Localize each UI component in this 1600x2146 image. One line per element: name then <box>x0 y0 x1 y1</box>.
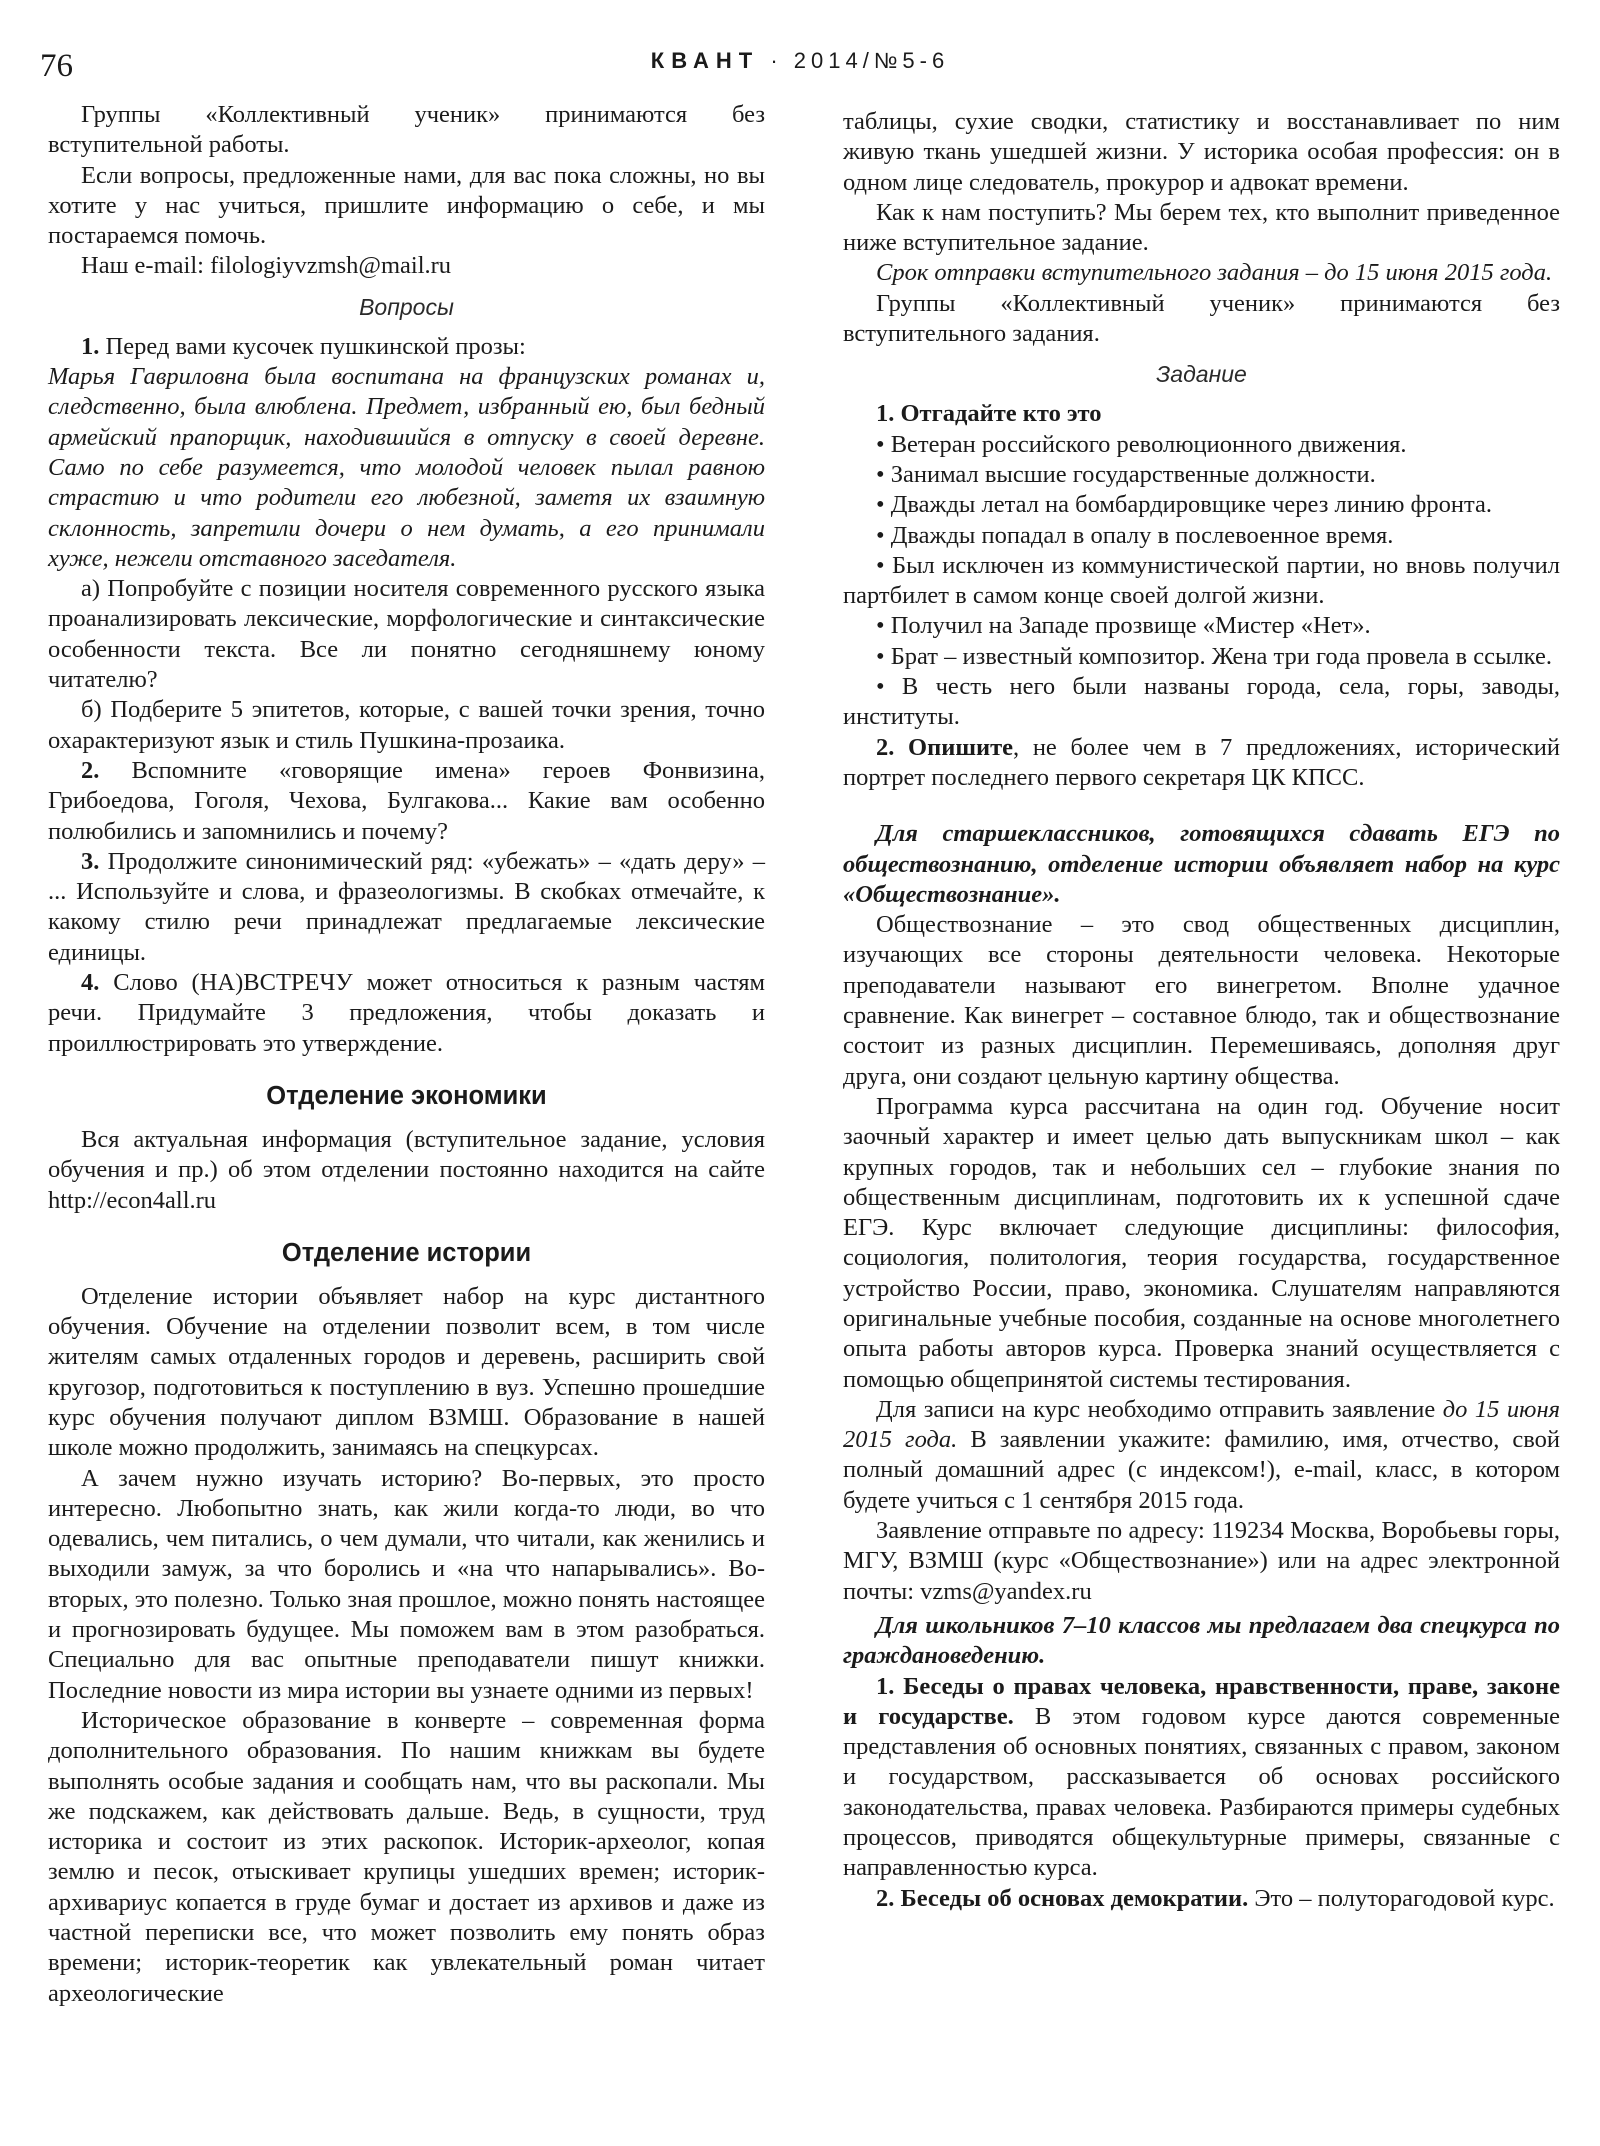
task-1-title: 1. Отгадайте кто это <box>876 400 1102 428</box>
paragraph: Обществознание – это свод общественных дисциплин, изучающих все стороны деятельности человека. Некоторые преподаватели называют его винегретом. Вполне удачное сравнение. Как винегрет – составное блюдо, так и обществознание состоит из разных дисциплин. Перемешиваясь, дополняя друг друга, они создают цельную картину общества. <box>843 911 1560 1090</box>
paragraph: Отделение истории объявляет набор на курс дистантного обучения. Обучение на отделении позволит всем, в том числе жителям самых отдаленных городов и деревень, расширить свой кругозор, подготовиться к поступлению в вуз. Успешно прошедшие курс обучения получают диплом ВЗМШ. Образование в нашей школе можно продолжить, занимаясь на спецкурсах. <box>48 1282 765 1462</box>
paragraph: Если вопросы, предложенные нами, для вас пока сложны, но вы хотите у нас учиться, пришлите информацию о себе, и мы постараемся помочь. <box>48 161 765 250</box>
course-title: 1. Беседы о правах человека, нравственности, праве, законе и государстве. <box>843 1672 1560 1730</box>
economics-heading: Отделение экономики <box>266 1081 547 1110</box>
promo-heading-social-studies: Для старшеклассников, готовящихся сдавать ЕГЭ по обществознанию, отделение истории объявляет набор на курс «Обществознание». <box>843 820 1560 908</box>
paragraph: Как к нам поступить? Мы берем тех, кто выполнит приведенное ниже вступительное задание. <box>843 198 1560 257</box>
questions-heading: Вопросы <box>359 293 454 320</box>
clue-item: • Занимал высшие государственные должности. <box>843 460 1560 490</box>
course-text: В этом годовом курсе даются современные представления об основных понятиях, связанных с правом, законом и государством, рассказывается об основах российского законодательства, правах человека. Разбираются примеры судебных процессов, приводятся общекультурные примеры, связанные с направленностью курса. <box>843 1702 1560 1882</box>
issue-label: · 2014/№5-6 <box>770 48 950 73</box>
task-2-label: 2. Опишите <box>876 733 1014 761</box>
paragraph: таблицы, сухие сводки, статистику и восстанавливает по ним живую ткань ушедшей жизни. У историка особая профессия: он в одном лице следователь, прокурор и адвокат времени. <box>843 108 1560 196</box>
question-text: Вспомните «говорящие имена» героев Фонвизина, Грибоедова, Гоголя, Чехова, Булгакова... Какие вам особенно полюбились и запомнились и почему? <box>48 756 765 845</box>
question-number: 2. <box>81 756 100 784</box>
clue-item: • Дважды летал на бомбардировщике через линию фронта. <box>843 490 1560 520</box>
pushkin-quote: Марья Гавриловна была воспитана на французских романах и, следственно, была влюблена. Предмет, избранный ею, был бедный армейский прапорщик, находившийся в отпуску в своей деревне. Само по себе разумеется, что молодой человек пылал равною страстию и что родители его любезной, заметя их взаимную склонность, запретили дочери о нем думать, а его принимали хуже, нежели отставного заседателя. <box>48 363 765 572</box>
running-head <box>0 48 1600 74</box>
course-title: 2. Беседы об основах демократии. <box>876 1884 1249 1912</box>
page-number: 76 <box>40 48 73 84</box>
course-text: Это – полуторагодовой курс. <box>1248 1884 1555 1912</box>
course-1 <box>843 1672 1560 1884</box>
task-heading: Задание <box>1156 361 1247 388</box>
enrollment-paragraph <box>843 1395 1560 1516</box>
question-number: 4. <box>81 969 100 997</box>
paragraph: Группы «Коллективный ученик» принимаются без вступительного задания. <box>843 289 1560 348</box>
question-text: Перед вами кусочек пушкинской прозы: <box>99 332 526 360</box>
history-heading: Отделение истории <box>281 1238 532 1267</box>
address-paragraph: Заявление отправьте по адресу: 119234 Москва, Воробьевы горы, МГУ, ВЗМШ (курс «Обществознание») или на адрес электронной почты: vzms@yandex.ru <box>843 1517 1560 1605</box>
question-1b: б) Подберите 5 эпитетов, которые, с вашей точки зрения, точно охарактеризуют язык и стиль Пушкина-прозаика. <box>48 696 765 754</box>
question-number: 1. <box>81 332 100 360</box>
paragraph: А зачем нужно изучать историю? Во-первых, это просто интересно. Любопытно знать, как жили когда-то люди, во что одевались, чем питались, о чем думали, что читали, как женились и выходили замуж, за что боролись и «на что напарывались». Во-вторых, это полезно. Только зная прошлое, можно понять настоящее и прогнозировать будущее. Мы поможем вам в этом разобраться. Специально для вас опытные преподаватели пишут книжки. Последние новости из мира истории вы узнаете одними из первых! <box>48 1464 765 1704</box>
question-1a: а) Попробуйте с позиции носителя современного русского языка проанализировать лексические, морфологические и синтаксические особенности текста. Все ли понятно сегодняшнему юному читателю? <box>48 575 765 694</box>
promo-heading-civics: Для школьников 7–10 классов мы предлагаем два спецкурса по граждановедению. <box>843 1611 1560 1670</box>
clue-item: • Был исключен из коммунистической партии, но вновь получил партбилет в самом конце своей долгой жизни. <box>843 551 1560 612</box>
magazine-title: КВАНТ <box>650 48 760 73</box>
question-3 <box>48 847 765 968</box>
question-2 <box>48 756 765 847</box>
deadline-span: до 15 июня 2015 года. <box>843 1395 1560 1454</box>
right-column <box>843 107 1560 1914</box>
paragraph: Программа курса рассчитана на один год. Обучение носит заочный характер и имеет целью дать выпускникам школ – как крупных городов, так и небольших сел – глубокие знания по общественным дисциплинам, подготовить их к успешной сдаче ЕГЭ. Курс включает следующие дисциплины: философия, социология, политология, теория государства, государственное устройство России, право, экономика. Слушателям направляются оригинальные учебные пособия, созданные на основе многолетнего опыта работы авторов курса. Проверка знаний осуществляется с помощью общепринятой системы тестирования. <box>843 1092 1560 1393</box>
email-line: Наш e-mail: filologiyvzmsh@mail.ru <box>81 252 452 280</box>
question-1 <box>48 332 765 362</box>
clue-item: • В честь него были названы города, села, горы, заводы, институты. <box>843 672 1560 733</box>
paragraph: Группы «Коллективный ученик» принимаются без вступительной работы. <box>48 101 765 159</box>
clue-item: • Дважды попадал в опалу в послевоенное время. <box>843 521 1560 551</box>
question-text: Слово (НА)ВСТРЕЧУ может относиться к разным частям речи. Придумайте 3 предложения, чтобы доказать и проиллюстрировать это утверждение. <box>48 969 765 1057</box>
clue-item: • Получил на Западе прозвище «Мистер «Нет». <box>843 611 1560 641</box>
question-4 <box>48 968 765 1059</box>
text-span: Для записи на курс необходимо отправить заявление <box>876 1395 1443 1423</box>
paragraph: Историческое образование в конверте – современная форма дополнительного образования. По нашим книжкам вы будете выполнять особые задания и сообщать нам, что вы раскопали. Мы же подскажем, как действовать дальше. Ведь, в сущности, труд историка и состоит из этих раскопок. Историк-археолог, копая землю и песок, отыскивает крупицы ушедших времен; историк-архивариус копается в груде бумаг и достает из архивов и даже из частной переписки все, что может позволить ему понять образ времени; историк-теоретик как увлекательный роман читает археологические <box>48 1706 765 2007</box>
question-number: 3. <box>81 847 100 875</box>
clue-item: • Брат – известный композитор. Жена три года провела в ссылке. <box>843 642 1560 672</box>
deadline-line: Срок отправки вступительного задания – до 15 июня 2015 года. <box>876 259 1553 287</box>
task-2 <box>843 733 1560 794</box>
left-column <box>48 100 765 2009</box>
task-2-text: , не более чем в 7 предложениях, исторический портрет последнего первого секретаря ЦК КПСС. <box>843 733 1560 791</box>
course-2 <box>843 1884 1560 1914</box>
question-text: Продолжите синонимический ряд: «убежать» – «дать деру» – ... Используйте и слова, и фразеологизмы. В скобках отмечайте, к какому стилю речи принадлежат предлагаемые лексические единицы. <box>48 847 765 966</box>
economics-text: Вся актуальная информация (вступительное задание, условия обучения и пр.) об этом отделении постоянно находится на сайте http://econ4all.ru <box>48 1125 765 1214</box>
clue-item: • Ветеран российского революционного движения. <box>843 430 1560 460</box>
text-span: В заявлении укажите: фамилию, имя, отчество, свой полный домашний адрес (с индексом!), e-mail, класс, в котором будете учиться с 1 сентября 2015 года. <box>843 1426 1560 1514</box>
